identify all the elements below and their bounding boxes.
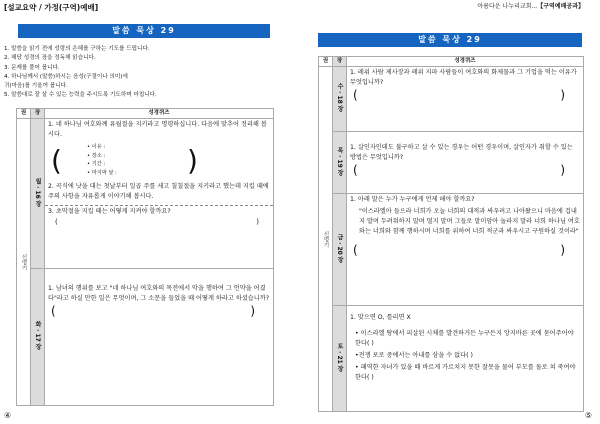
tf-item: • 이스라엘 땅에서 피살된 시체를 발견하거든 누구든지 앙지바른 곳에 묻어주어야 한다( ) — [355, 330, 574, 347]
day-label-text: 월 · 16 장 — [34, 177, 41, 207]
tf-item: • 패역한 자녀가 있을 때 바르게 가르치지 못한 잘못을 물어 부모를 돌로 쳐 죽여야 한다( ) — [355, 364, 576, 381]
day-label — [333, 306, 347, 412]
day-label-text: 금 · 20 장 — [336, 233, 343, 263]
bullet-item: • 이유 : — [87, 144, 106, 150]
right-quiz-table — [318, 56, 584, 412]
quiz-cell — [45, 119, 274, 269]
day-label-text: 토 · 21 장 — [336, 342, 343, 372]
question: 1. 남녀의 행위를 보고 "네 하나님 여호와의 목전에서 악을 행하여 그 언약을 어겼다"라고 하실 만한 일은 무엇이며, 그 소문을 들었을 때 어떻게 하라고 하셨습니까? — [48, 285, 269, 302]
quiz-cell — [347, 132, 584, 194]
question: 3. 초막절을 지킬 때는 어떻게 지켜야 할까요? — [48, 208, 171, 216]
day-label — [31, 269, 45, 406]
quiz-cell — [347, 306, 584, 412]
head-quiz: 성경퀴즈 — [45, 109, 274, 119]
day-label-text: 수 · 18 장 — [336, 83, 343, 112]
question: 1. 살인자인데도 불구하고 살 수 있는 경우는 어떤 경우이며, 살인자가 취할 수 있는 방법은 무엇입니까? — [350, 144, 573, 161]
day-label — [31, 119, 45, 269]
quiz-cell — [347, 194, 584, 306]
instruction-line: 귀(마음)를 기울여 봅니다. — [4, 83, 68, 90]
header-tag: 【구역예배공과】 — [537, 3, 584, 10]
answer-blank[interactable]: ( ) — [353, 163, 565, 177]
bullet-item: • 장소 : — [87, 152, 106, 159]
bullet-list — [87, 143, 273, 177]
answer-blank[interactable]: ( ) — [55, 218, 259, 227]
answer-blank[interactable]: ( ) — [51, 304, 255, 318]
head-book: 권 — [319, 57, 333, 67]
question: 1. 아래 말은 누가 누구에게 언제 해야 할까요? — [350, 196, 475, 203]
book-label-text: 신명기 — [322, 230, 329, 248]
answer-blank[interactable]: ( ) — [353, 88, 565, 102]
left-title-bar: 말씀 묵상 29 — [18, 24, 270, 38]
left-header: [설교요약 / 가정(구역)예배] — [4, 3, 99, 12]
instruction-line: 2. 해당 성경의 장을 정독해 읽습니다. — [4, 55, 96, 62]
answer-box[interactable] — [45, 143, 273, 177]
head-chapter: 장 — [333, 57, 347, 67]
day-label — [333, 132, 347, 194]
instruction-line: 1. 말씀을 읽기 전에 성령의 은혜를 구하는 기도를 드립니다. — [4, 46, 150, 52]
book-label — [319, 67, 333, 412]
question: 2. 곡식에 낫을 대는 첫날부터 일곱 주를 세고 칠칠절을 지키라고 했는데 지킬 때에 주의 사항을 자유롭게 이야기해 봅시다. — [48, 183, 269, 201]
instruction-line: 3. 문제를 풀어 봅니다. — [4, 64, 60, 71]
head-chapter: 장 — [31, 109, 45, 119]
quote: "이스라엘아 들으라 너희가 오늘 너희의 대적과 싸우려고 나아왔으니 마음에 겁내지 말며 두려워하지 말며 떨지 말며 그들로 말미암아 놀라지 말라 너희 하나님 여호와는 너희와 함께 행하시며 너희를 위하여 너희 적군과 싸우시고 구원하실 것이라" — [359, 208, 580, 235]
bullet-item: • 마지막 날 : — [87, 169, 117, 176]
head-quiz: 성경퀴즈 — [347, 57, 584, 67]
right-title-bar: 말씀 묵상 29 — [318, 33, 582, 47]
day-label-text: 화 · 17 장 — [34, 321, 41, 350]
instruction-line: 5. 말씀대로 잘 살 수 있는 능력을 주시도록 기도하며 마칩니다. — [4, 92, 157, 99]
left-quiz-table — [16, 108, 274, 406]
question: 1. 네 하나님 여호와께 유월절을 지키라고 명령하십니다. 다음에 맞추어 정리해 봅시다. — [48, 121, 267, 138]
question: 1. 맞으면 O, 틀리면 X — [350, 314, 411, 321]
day-label-text: 목 · 19 장 — [336, 146, 343, 176]
question: 1. 레위 사람 제사장과 레위 지파 사람들이 여호와의 화제물과 그 기업을 먹는 이유가 무엇입니까? — [350, 69, 577, 86]
left-paren: ( — [51, 144, 62, 177]
instruction-line: 4. 하나님께서 (말씀)하시는 음성(구절이나 의미)에 — [4, 73, 128, 80]
answer-blank[interactable]: ( ) — [353, 243, 565, 257]
day-label — [333, 67, 347, 132]
book-label — [17, 119, 31, 406]
right-header — [477, 1, 584, 10]
instructions — [4, 45, 276, 101]
church-name: 아름다운 나누리교회... — [477, 3, 538, 10]
day-label — [333, 194, 347, 306]
page-number: ⑤ — [584, 411, 592, 420]
right-page — [300, 0, 600, 424]
bullet-item: • 기간 : — [87, 161, 106, 168]
right-paren: ) — [187, 144, 198, 177]
head-book: 권 — [17, 109, 31, 119]
page-number: ④ — [4, 411, 12, 420]
tf-item: •전쟁 포로 중에서는 아내를 삼을 수 없다( ) — [355, 352, 473, 359]
quiz-cell — [45, 269, 274, 406]
quiz-cell — [347, 67, 584, 132]
book-label-text: 신명기 — [20, 253, 27, 271]
